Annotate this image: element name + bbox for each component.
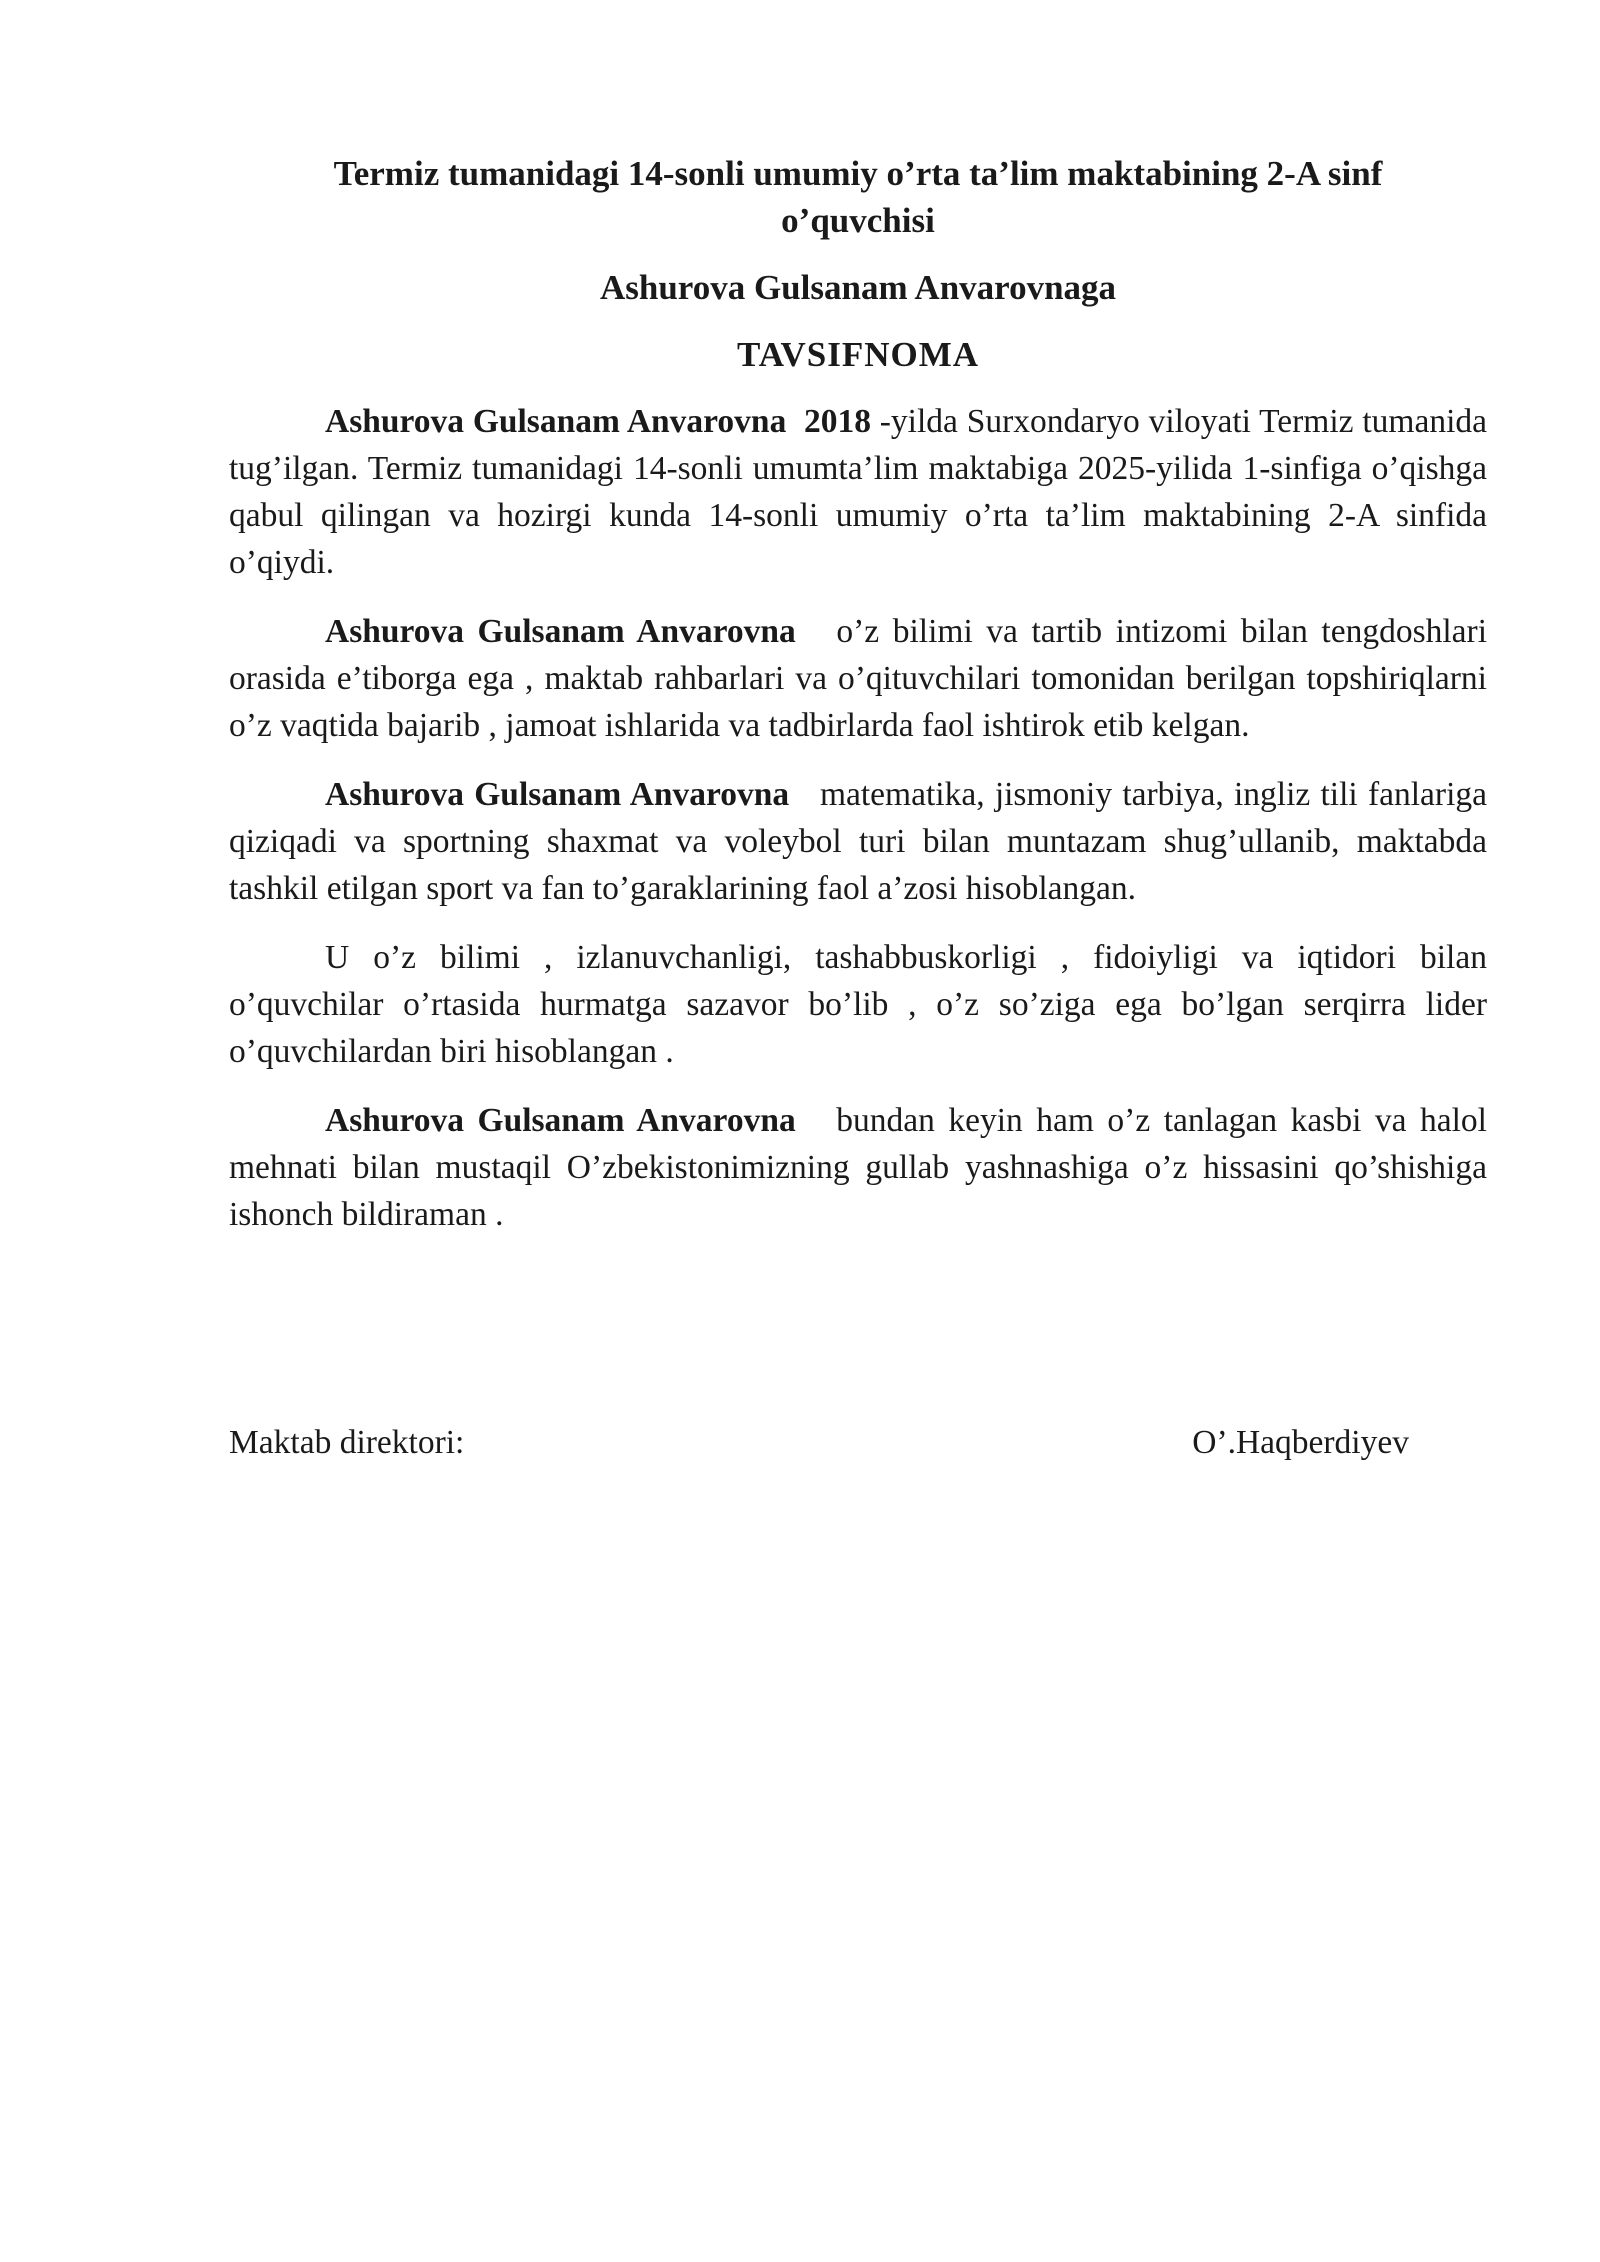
school-heading: Termiz tumanidagi 14-sonli umumiy o’rta ta’lim maktabining 2-A sinf o’quvchisi xyxy=(333,154,1383,240)
paragraph-conclusion xyxy=(229,1097,1487,1238)
paragraph-text: o’z bilimi va tartib intizomi bilan tengdoshlari orasida e’tiborga ega , maktab rahbarlari va o’qituvchilari tomonidan berilgan topshiriqlarni o’z vaqtida bajarib , jamoat ishlarida va tadbirlarda faol ishtirok etib kelgan. xyxy=(229,613,1488,744)
document-title: TAVSIFNOMA xyxy=(736,335,980,374)
paragraph-birth xyxy=(229,398,1487,586)
paragraph-discipline xyxy=(229,608,1487,749)
student-name: Ashurova Gulsanam Anvarovna xyxy=(325,1102,796,1139)
birth-year: 2018 xyxy=(803,403,871,440)
paragraph-text: matematika, jismoniy tarbiya, ingliz tili fanlariga qiziqadi va sportning shaxmat va voleybol turi bilan muntazam shug’ullanib, maktabda tashkil etilgan sport va fan to’garaklarining faol a’zosi hisoblangan. xyxy=(229,776,1488,907)
student-name: Ashurova Gulsanam Anvarovna xyxy=(325,613,796,650)
paragraph-interests xyxy=(229,771,1487,912)
paragraph-leadership xyxy=(229,934,1487,1075)
signature-block xyxy=(229,1419,1409,1466)
paragraph-text: bundan keyin ham o’z tanlagan kasbi va halol mehnati bilan mustaqil O’zbekistonimizning gullab yashnashiga o’z hissasini qo’shishiga ishonch bildiraman . xyxy=(229,1102,1487,1233)
paragraph-text: U o’z bilimi , izlanuvchanligi, tashabbuskorligi , fidoiyligi va iqtidori bilan o’quvchilar o’rtasida hurmatga sazavor bo’lib , o’z so’ziga ega bo’lgan serqirra lider o’quvchilardan biri hisoblangan . xyxy=(229,939,1487,1070)
student-name: Ashurova Gulsanam Anvarovna xyxy=(325,776,790,813)
student-name: Ashurova Gulsanam Anvarovna xyxy=(325,403,787,440)
signatory-name: O’.Haqberdiyev xyxy=(1192,1424,1409,1461)
signatory-role: Maktab direktori: xyxy=(229,1424,465,1461)
document-body xyxy=(229,398,1487,1238)
document-content xyxy=(229,150,1487,1260)
paragraph-text: -yilda Surxondaryo viloyati Termiz tumanida tug’ilgan. Termiz tumanidagi 14-sonli umumta’lim maktabiga 2025-yilida 1-sinfiga o’qishga qabul qilingan va hozirgi kunda 14-sonli umumiy o’rta ta’lim maktabining 2-A sinfida o’qiydi. xyxy=(229,403,1487,581)
recipient-heading: Ashurova Gulsanam Anvarovnaga xyxy=(599,268,1117,307)
